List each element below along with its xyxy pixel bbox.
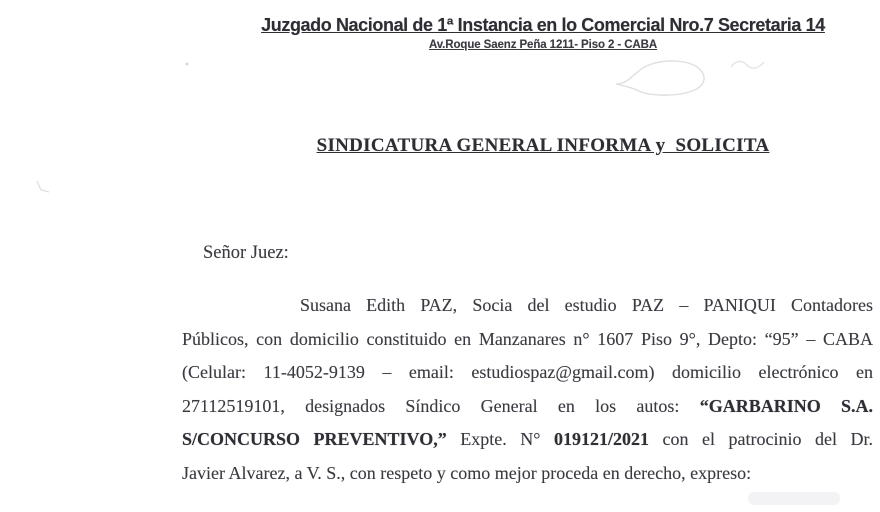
paragraph-line-4 — [182, 390, 873, 424]
small-mark-artifact — [37, 181, 49, 192]
expediente-number-bold: 019121/2021 — [553, 429, 649, 450]
paragraph-line-3: (Celular: 11-4052-9139 – email: estudiospaz@gmail.com) domicilio electrónico en — [182, 362, 873, 383]
line4-regular-text: 27112519101, designados Síndico General en los autos: — [182, 395, 700, 416]
expediente-label: Expte. N° — [446, 429, 554, 450]
line5-regular-text: con el patrocinio del Dr. — [648, 429, 874, 450]
smudge-artifact — [748, 492, 840, 505]
case-name-bold-continued: S/CONCURSO PREVENTIVO,” — [182, 429, 447, 450]
paragraph-line-6: Javier Alvarez, a V. S., con respeto y como mejor proceda en derecho, expreso: — [182, 462, 752, 483]
court-address: Av.Roque Saenz Peña 1211- Piso 2 - CABA — [428, 39, 658, 51]
pencil-scribble-artifact — [616, 61, 704, 95]
speck-artifact — [186, 63, 189, 66]
document-title: SINDICATURA GENERAL INFORMA y SOLICITA — [316, 135, 770, 156]
paragraph-line-1: Susana Edith PAZ, Socia del estudio PAZ – PANIQUI Contadores — [300, 295, 873, 315]
court-name: Juzgado Nacional de 1ª Instancia en lo Comercial Nro.7 Secretaria 14 — [261, 15, 825, 35]
paragraph-line-5 — [182, 423, 873, 457]
case-name-bold: “GARBARINO S.A. — [699, 395, 873, 416]
squiggle-artifact — [731, 61, 764, 68]
court-header — [205, 15, 880, 51]
body-paragraph — [182, 289, 873, 491]
salutation: Señor Juez: — [203, 243, 289, 263]
paragraph-line-2: Públicos, con domicilio constituido en Manzanares n° 1607 Piso 9°, Depto: “95” – CABA — [182, 328, 873, 349]
